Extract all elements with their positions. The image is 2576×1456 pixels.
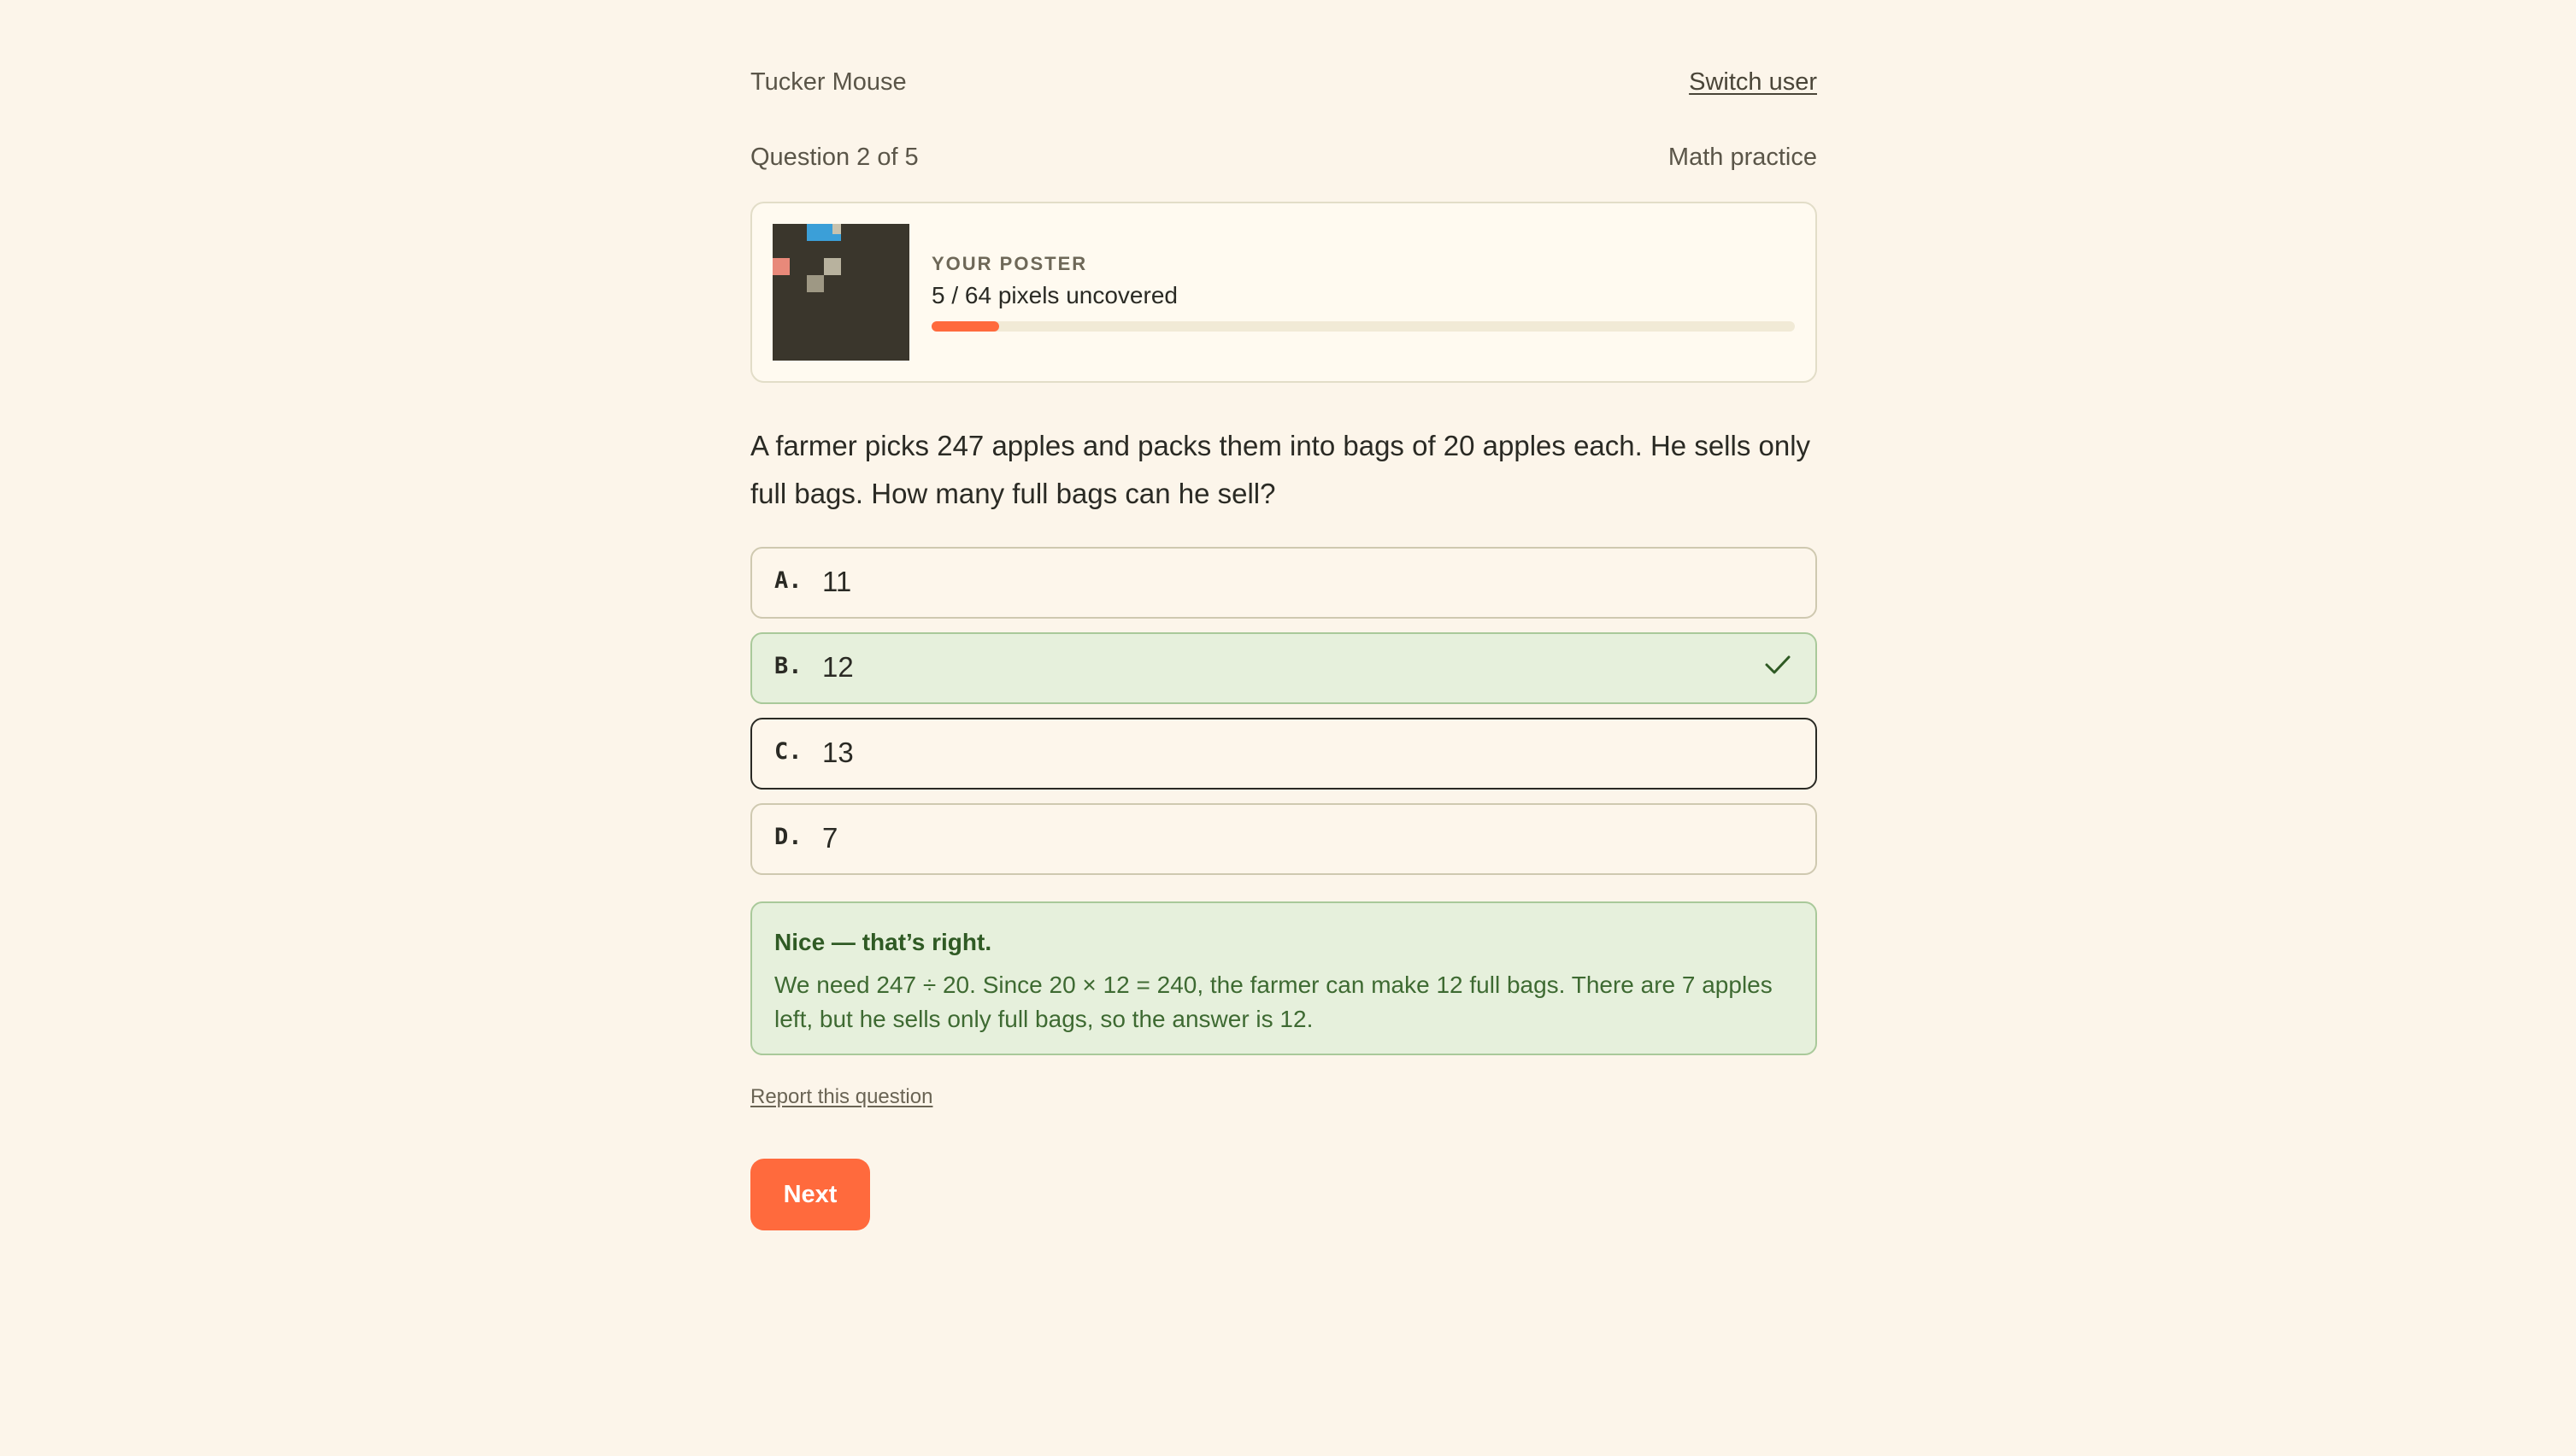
poster-progress-fill [932, 321, 999, 332]
option-text: 7 [822, 822, 838, 854]
poster-pixel [773, 258, 790, 275]
poster-count: 5 / 64 pixels uncovered [932, 282, 1178, 308]
poster-pixel [824, 258, 841, 275]
option-letter: C. [774, 738, 803, 765]
mode-label: Math practice [1667, 143, 1817, 171]
check-icon [1762, 649, 1793, 680]
option-text: 13 [822, 737, 854, 768]
question-bar [750, 140, 1817, 174]
feedback-title: Nice — that’s right. [774, 929, 992, 955]
option-letter: A. [774, 567, 803, 594]
poster-card [750, 202, 1817, 383]
poster-pixel [807, 275, 824, 292]
user-name: Tucker Mouse [750, 68, 907, 96]
question-text: A farmer picks 247 apples and packs them into bags of 20 apples each. He sells only full bags. How many full bags can he sell? [750, 430, 1811, 509]
option-a[interactable] [750, 547, 1817, 619]
feedback-box [750, 901, 1817, 1055]
next-button[interactable]: Next [750, 1159, 870, 1230]
poster-label: YOUR POSTER [932, 253, 1088, 274]
option-letter: B. [774, 653, 803, 679]
poster-info [932, 253, 1795, 332]
option-b[interactable] [750, 632, 1817, 704]
poster-pixel [832, 224, 841, 234]
option-d[interactable] [750, 803, 1817, 875]
poster-progress-bar [932, 321, 1795, 332]
option-text: 12 [822, 651, 854, 683]
poster-thumbnail [773, 224, 909, 361]
question-progress: Question 2 of 5 [750, 143, 919, 171]
user-bar [750, 65, 1817, 99]
option-letter: D. [774, 824, 803, 850]
switch-user-link[interactable]: Switch user [1689, 68, 1817, 96]
report-question-link[interactable]: Report this question [750, 1085, 933, 1108]
option-text: 11 [822, 566, 852, 597]
option-c[interactable] [750, 718, 1817, 790]
feedback-body: We need 247 ÷ 20. Since 20 × 12 = 240, the farmer can make 12 full bags. There are 7 apples left, but he sells only full bags, so the answer is 12. [774, 972, 1773, 1032]
